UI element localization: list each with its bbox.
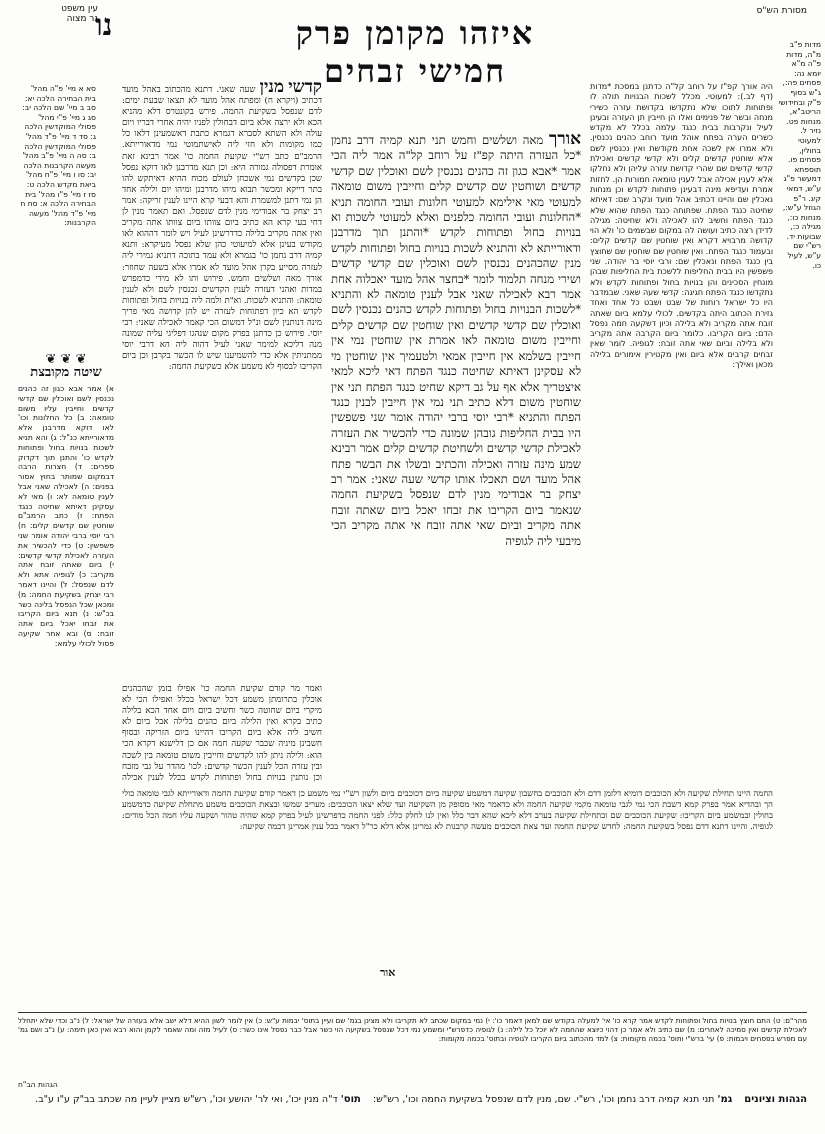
ornament-divider: ❦ ❦ ❦ [45, 352, 87, 367]
hagahot-habach-label: הגהות הב"ח [18, 1080, 58, 1089]
shita-mekubetzet-text: א) אמר אבא כגון זה כהנים נכנסין לשם ואוכלין שם קדשי קדשים וחייבין עליו משום טומאה: ב) כל החלונות וכו' לאו דוקא מדרבנן אלא מדאורייתא כנ"ל: ג) והא תניא לשכות בנויות בחול ופתוחות לקדש כו' והתנן תוך דקדוק ספרים: ד) חצרות הרבה דבמקום שמותר בחוץ אסור בפנים: ה) לאכילה שאני אבל לענין טומאה לא: ו) מאי לא עסקינן דאיתא שחיטה כנגד הפתח: ז) כתב הרמב"ם שוחטין שם קדשים קלים: ח) רבי יוסי ברבי יהודה אומר שני פשפשין: ט) כדי להכשיר את העזרה לאכילת קדשי קדשים: י) ביום שאתה זובח אתה מקריב: כ) לגופיה אתא ולא לדם שנפסל: ל) והיינו דאמר רבי יצחק בשקיעת החמה: מ) ומכאן שכל הנפסל בלינה כשר בכ"ש: נ) תנא ביום הקריבו את זבחו יאכל ביום אתה זובח: ס) ובא אחר שקיעה פסול לכולי עלמא: [18, 384, 114, 648]
rashi-text: היה אורך קפ"ז על רוחב קל"ה כדתנן במסכת *מדות (דף לב.): למעוטי. מכלל לשכות הבנויות תולה לו ופתוחות לתוכו שלא נתקדשו בקדושת עזרה כשירי מנחה ובשר של פנימים ואלו הן חייבין תן העזרה ובעינן לעיל ונקרבות בבית כנגד עלמה בכלל לא מקדש כשרים הערה בפתח אוהל מועד רוחב כהנים נכנסין. ולא אמרו אין לשכה אחת מקודשת ואין נכנסין לשם אלא שוחטין קדשים קלים ולא קדשי קדשים ואכילת קדשי קדשים שם שהרי קדושת עזרה עליהן ולא נחלקו אלא לענין אכילה אבל לענין טומאה חמורות הן. לחזות אמרת ועדיפא מינה דבעינן פתוחות לקדש וכן מנחות נאכלין שם והיינו דכתיב אהל מועד ונקרב שם: דאיתא שחיטה כנגד הפתח. שפתוחה כנגד הפתח שהוא שלא כנגד הפתח וחשיב להו לאכילה ולא שחיטה: מגילה לדידן רצה כתיב ועושה לה במקום שבשמים כו' ולא הוי קדושה מרבויא דקרא ואין שוחטין שם קדשים קלים: ובעמוד כנגד הפתח. ואין שוחטין שם שוחטין שם שחוצץ בין כנגד הפתח ונאכלין שם: ורבי יוסי בר יהודה. שני פשפשין היו בבית החליפות ללשכת בית החליפות שבהן מונחין הסכינים והן בנויות בחול ופתוחות לקדש ולא נתקדשו כנגד הפתח חגיגה: קדשי שעה שאני. שבמדבר היו כל ישראל רוחות של שבט ושבט כל אחד ואחד גזירת הכתוב היתה בקדשים. לכולי עלמא ביום שאתה זובח אתה מקריב ולא בלילה וכיון דשקעה חמה נפסל הדם: ביום הקריבו. כלומר ביום הקרבה אתה מקריב ולא בלילה וביום שאי אתה זובח: לגופיה. לומר שאין זבחים קרבים אלא ביום ואין מקטירין אימורים בלילה מכאן ואילך: [590, 82, 773, 370]
page-number: נו [95, 8, 113, 43]
bottom-commentary [122, 788, 773, 964]
ein-mishpat-notes [18, 84, 96, 344]
hagahot-label: הגהות וציונים [744, 1094, 807, 1105]
footnotes-text: מהר"ם: ט) התם חוצץ בנויות בחול ופתוחות לקדש אמר קרא כו' אי' למעלה בקודש שם למאן דאמר כו': י) נמי במקום שכתב לא תקריבו ולא מצינן בגמ' שם ועיין בתוס' יבמות ע"ש: כ) אין לומר לשון ההיא דלא ישב אלא בעזרה של ישראל: ל) נ"ב וכדי שלא יתחלל לאכילת קדשים ואין סמיכה לאחרים: מ) שם כתיב ולא אמר כן דהוי כיוצא שהחמה לא יוכל כל לילה: נ) לגופיה כדפרש"י ומשמע נמי דכל שנפסל בשקיעה הוי כשר אבל כבר נפסל אינו כשר: ס) לעיל מזה ומה שאמר לקמן והוא רבא ואין כאן תימה: ע) נ"ב ושם גמ' עם מפרש בפסחים ויבמות: פ) עי' ברש"י ותוס' בכמה מקומות: צ) למד מהכתוב ביום הקריבו לגופיה ובתוס' בכמה מקומות: [18, 1016, 807, 1044]
tosafot-commentary [122, 82, 322, 682]
footnotes-block [18, 1016, 807, 1076]
tosafot-opening-word: קדשי [288, 82, 322, 97]
footnotes-rule [18, 1012, 807, 1013]
hagahot-gemara-text: תני תנא קמיה דרב נחמן וכו', רש"י. שם, מנין לדם שנפסל בשקיעת החמה וכו', רש"ש: [372, 1094, 715, 1105]
ein-mishpat-heading: עין משפט נר מצוה [61, 4, 98, 24]
rashi-commentary [590, 82, 773, 762]
gemara-main-text [331, 132, 581, 780]
page-title: איזהו מקומן פרק חמישי זבחים [295, 14, 535, 90]
ein-mishpat-notes-text: סא א מיי' פ"ה מהל' בית הבחירה הלכה יא: סב ב מיי' שם הלכה יב: סג ג מיי' פ"י מהל' פסולי המוקדשין הלכה ג: סד ד מיי' פ"ד מהל' פסולי המוקדשין הלכה ב: סה ה מיי' פ"ב מהל' מעשה הקרבנות הלכה יב: סו ו מיי' פ"ח מהל' ביאת מקדש הלכה ט: סז ז מיי' פ"ו מהל' בית הבחירה הלכה א: סח ח מיי' פ"ד מהל' מעשה הקרבנות: [20, 84, 96, 228]
tosafot-text: שעה שאני. דתנא מהכתוב באהל מועד דכתיב (ויקרא ח) ומפתח אהל מועד לא תצאו שבעת ימים: לדם שנפסל בשקיעת החמה. פירש בקונטרס דלא מהניא הכא ולא ירצה אלא ביום דבחולין לפניו יהיה אחרי דבריו ויום עולה ולא השתא לסברא דגמרא כתבת דאשמעינן דלאו כל כמו מקומות ולא חזי ליה לאישתמוטי נמי מדאורייתא. הרמב"ם כתב רש"י שקיעת החמה כו' אמר רבינא זאת אומרת דפסולה גמורה היא: וכן תנא מדרבנן לאו דוקא נפסל שכן בקדשים נמי אשכחן לעולם מכוח ההיא דאיתקש להו בתר דייקא ומכשר תבוא מיהו מדרבנן ומיהו יום ולילה אחד הן נמי דתנן למשמרת והא דבעי קרא היינו לענין זריקה: אמר רב יצחק בר אבודימי מנין לדם שנפסל. ואם תאמר מנין לן דחי בעי קרא הא כתיב ביום צוותו ביום צוותו אתה מקריב ואין אתה מקריב בלילה כדדרשינן לעיל ויש לומר דההוא לאו מקודש בעינן אלא למיעוטי כהן שלא נפסל מעיקרא: ותנא קמיה דרב נחמן כו' בגמרא ולא עמד בתוכה דתניא גמירי ליה לעזרה מסייע בקרן אהל מועד לא אמרו אלא בשעה שחוזר: אורך מאה ושלשים וחמש. פירוש ותו לא מידי כדמפרש במדות ואהני דעזרה לענין הקדשים נכנסין לשם ולא לענין טומאה: והתניא לשכות. וא"ת ולמה ליה בנויות בחול ופתוחות לקדש הא כיון דפתוחות לעזרה יש להן קדושה מאי פריך מינה דנותנין לשם ונ"ל דמשום הכי קאמר לאכילה שאני: רבי יוסי. פירוש כן כדתנן בפרק מקום שנהגו דפליגי עליה שמונה מנה דליכא למימר שאני לעיל דהוה ליה הא דרבי יוסי ממתניתין אלא כדי להשמיענו שיש לו הכשר בקרבן וכן ביום הקריבו לבסוף לא משמע אלא כשקיעת החמה: [122, 85, 322, 373]
masoret-hashas-heading: מסורת הש"ס [756, 6, 807, 16]
hagahot-tosafot-text: ד"ה מנין יכו', ואי לר' יהושע וכו', רש"ש מציין לעיין מה שכתב בב"ק ע"ו ע"ב. [35, 1094, 338, 1105]
tosafot-heading: מנין [259, 82, 285, 97]
hagahot-vetziyunim [18, 1094, 807, 1124]
masoret-notes [777, 40, 821, 940]
gemara-text: מאה ושלשים וחמש תני תנא קמיה דרב נחמן *כל העזרה היתה קפ"ז על רוחב קל"ה אמר ליה הכי אמר *אבא כגון זה כהנים נכנסין לשם ואוכלין שם קדשי קדשים ושוחטין שם קדשים קלים וחייבין משום טומאה למעוטי מאי אילימא למעוטי חלונות ועובי החומה תניא *החלונות ועובי החומה כלפנים ואלא למעוטי לשכות וא בנויות בחול ופתוחות לקדש *והתנן תוך מדרבנן ודאורייתא לא והתניא לשכות בנויות בחול ופתוחות לקדש מנין שהכהנים נכנסין לשם ואוכלין שם קדשי קדשים ושירי מנחה תלמוד לומר *בחצר אהל מועד יאכלוה אחת אמר רבא לאכילה שאני אבל לענין טומאה לא והתניא *לשכות הבנויות בחול ופתוחות לקדש כהנים נכנסין לשם ואוכלין שם קדשי קדשים ואין שוחטין שם קדשים קלים וחייבין משום טומאה לאו אמרת אין שוחטין נמי אין חייבין בשלמא אין חייבין אמאי ולטעמיך אין שוחטין מי לא עסקינן דאיתא שחיטה כנגד הפתח דאי ליכא למאי איצטריך אלא אף על גב דיקא שחיט כנגד הפתח תני אין שוחטין משום דלא כתיב תני נמי אין חייבין לבנין כנגד הפתח והתניא *רבי יוסי ברבי יהודה אומר שני פשפשין היו בבית החליפות גובהן שמונה כדי להכשיר את העזרה לאכילת קדשי קדשים ולשחיטת קדשים קלים אמר רבינא שמע מינה עזרה ואכילה והכתיב ובשלו את הבשר פתח אהל מועד ושם תאכלו אותו קדשי שעה שאני: אמר רב יצחק בר אבודימי מנין לדם שנפסל בשקיעת החמה שנאמר ביום הקריבו את זבחו יאכל ביום שאתה זובח אתה מקריב וביום שאי אתה זובח אי אתה מקריב הכי מיבעי ליה לגופיה [331, 133, 581, 548]
tosafot-lower-text: ואמר מר קודם שקיעת החמה כו' אפילו בזמן שהכהנים אוכלין בתרומתן משמע דכל ישראל בכלל ואפילו הכי לא מיקרי ביום שחוטה כשר וחשיב ביום ויום אחד הכא בלילה כתיב בקרא ואין הלילה ביום כהנים בלילה אבל ביום לא חשיב ליה אלא ביום הקריבו דהיינו ביום הזריקה ובסוף חשבינן מיניה שכבר שקעה חמה אם כן דלישנא דקרא הכי הוא: ולילה ניתן להו לקדשים וחייבין משום טומאה בין לשכה ובין עזרה הכל לענין הכשר קדשים: לכו' מהדר על גבי מזבח וכן נותנין בנויות בחול ופתוחות לקדש בכלל לענין אכילה [122, 684, 322, 783]
hagahot-gemara-label: גמ' [717, 1094, 733, 1105]
hagahot-tosafot-label: תוס' [340, 1094, 361, 1105]
shita-mekubetzet-text-block [18, 384, 114, 984]
bottom-commentary-label: אור [380, 966, 396, 979]
gemara-opening-word: אורך [549, 132, 581, 149]
masoret-notes-text: מדות פ"ב מ"ה, מדות פ"ה מ"א יומא נה: פסחים פה:, ג"ש בסוף פ"ק ובחידושי הריטב"א, מנחות פט. נזיר ל. למעוטי בחולין, פסחים פו. תוספתא דמעשר פ"ג ע"ש, דמאי קיג. ר"פ הגוזל ע"ש:, מנחות כו:, מגילה כ:, שבועות יד. רש"י שם ע"ש, לעיל כו. [778, 40, 821, 270]
shita-mekubetzet-title: שיטה מקובצת [30, 365, 102, 380]
tosafot-lower-commentary [122, 684, 322, 784]
bottom-commentary-text: החמה היינו תחילת שקיעה ולא הכוכבים דומיא דלזמן דדם ולא הכוכבים בחשבון שקיעה דמשמע שקיעה ביום דכוכבים ביום ולשון רש"י נמי משמע כן דאמר קודם שקיעת החמה ודאורייתא לגבי טומאה כולי הך ובהדיא אמר בפרק קמא דשבת הכי נמי לגבי טומאה מקמי שקיעה החמה ולא כדאמר מאי מסופק מן השקיעה ועד שלא יצאו הכוכבים: מעריב שמשו ובצאת הכוכבים משמע מתחלת שקיעה כדמשמע בחולין ובמשמע ביום הקריבו: שקיעת הכוכבים שם ובתחילת שקיעה בערב דלא ליכא שהא דבר כלל ואין לנו לחלק כלל: לפני החמה כדפרשינן לעיל בפרק קמא שהיה טהור ושקעה עליו חמה הכל מודים: לגופיה. והיינו דתנא דדם נפסל בשקיעת החמה: לחדש שקיעת החמה ועד צאת הכוכבים מעשה קרבנות לא גמרינן אלא דלא כר"ל דאמר בכל ענין אמרינן דכמה שקיעה: [122, 788, 773, 831]
